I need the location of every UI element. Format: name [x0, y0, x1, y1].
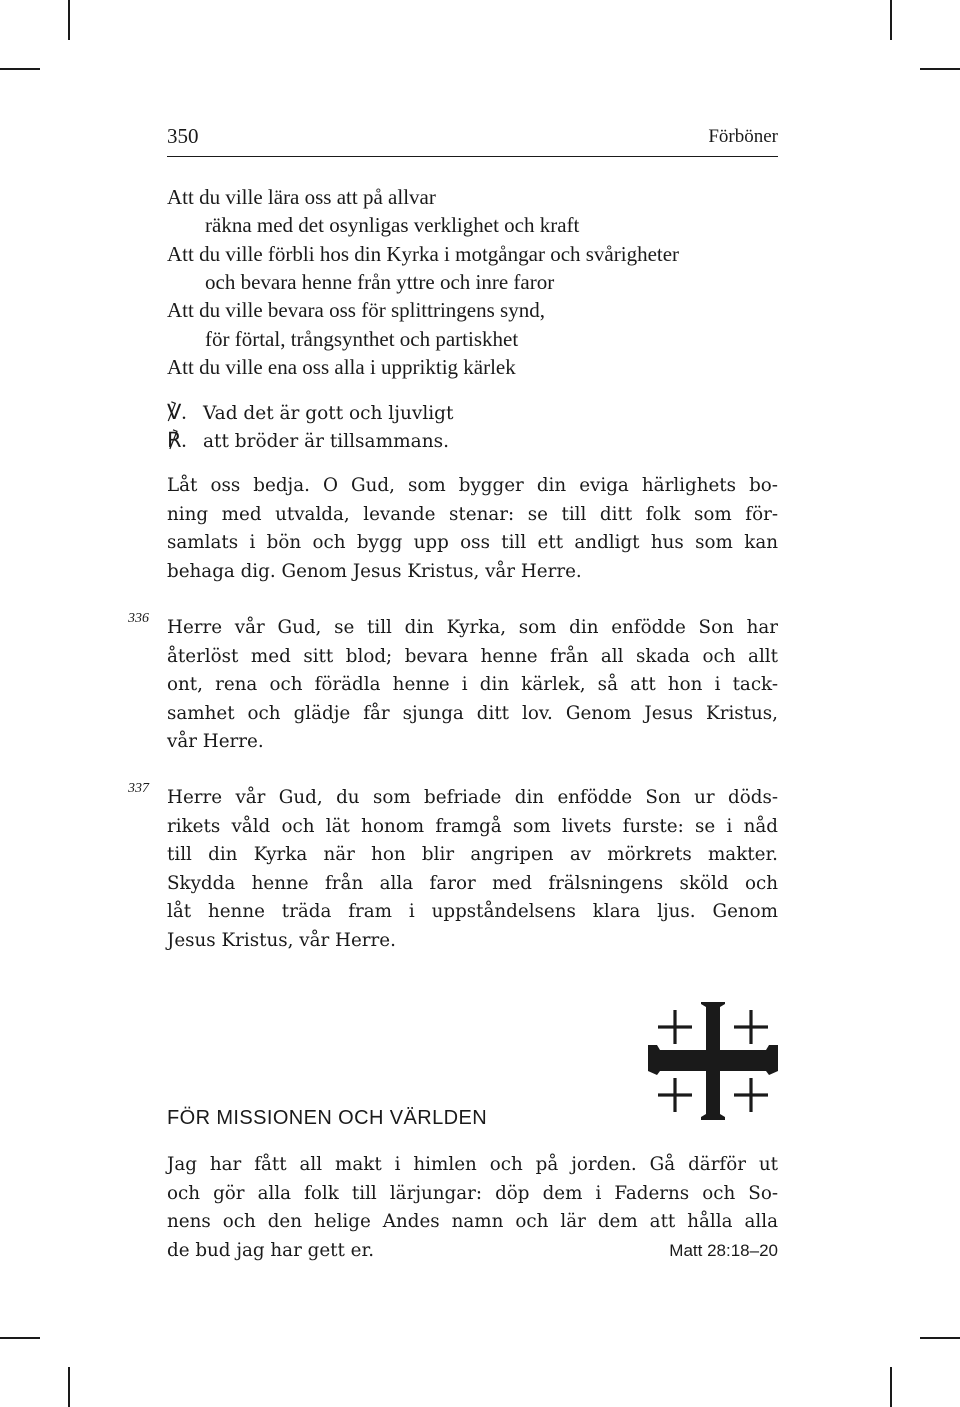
prayer-line: ont, rena och förädla henne i din kärlek, så att hon i tack-	[167, 674, 778, 696]
crop-mark	[0, 1337, 40, 1339]
prayer-line: Jesus Kristus, vår Herre.	[167, 929, 396, 951]
litany-line: och bevara henne från yttre och inre faror	[205, 270, 555, 294]
litany-line: Att du ville lära oss att på allvar	[167, 185, 436, 209]
prayer-line: återlöst med sitt blod; bevara henne från all skada och allt	[167, 645, 778, 667]
prayer-line: behaga dig. Genom Jesus Kristus, vår Herre.	[167, 560, 582, 582]
prayer-line: till din Kyrka när hon blir angripen av mörkrets makter.	[167, 844, 778, 866]
prayer-line: vår Herre.	[167, 731, 264, 753]
crop-mark	[0, 68, 40, 70]
versicle	[167, 398, 453, 428]
litany-line: Att du ville förbli hos din Kyrka i motgångar och svårigheter	[167, 242, 680, 266]
prayer-line: samhet och glädje får sjunga ditt lov. Genom Jesus Kristus,	[167, 702, 778, 724]
prayer-line: samlats i bön och bygg upp oss till ett andligt hus som kan	[167, 532, 778, 554]
response	[167, 426, 449, 456]
prayer-336	[167, 614, 778, 757]
crop-mark	[890, 1367, 892, 1407]
page-number: 350	[167, 124, 199, 148]
prayer-337	[167, 784, 778, 956]
litany-line: räkna med det osynligas verklighet och kraft	[205, 213, 580, 237]
versicle-symbol: ℣.	[167, 400, 187, 424]
section-heading: FÖR MISSIONEN OCH VÄRLDEN	[167, 1107, 488, 1129]
running-header	[167, 122, 778, 157]
prayer-number: 336	[128, 611, 149, 626]
crop-mark	[890, 0, 892, 40]
jerusalem-cross-icon	[648, 1000, 778, 1120]
scripture-line: de bud jag har gett er.	[167, 1239, 375, 1261]
scripture-reference: Matt 28:18–20	[669, 1240, 778, 1260]
prayer-line: rikets våld och lät honom framgå som livets furste: se i nåd	[167, 815, 778, 837]
prayer-intro	[167, 472, 778, 586]
prayer-line: Herre vår Gud, du som befriade din enfödde Son ur döds-	[167, 787, 778, 808]
crop-mark	[68, 0, 70, 40]
litany-line: för förtal, trångsynthet och partiskhet	[205, 327, 519, 351]
crop-mark	[68, 1367, 70, 1407]
scripture-line: Jag har fått all makt i himlen och på jorden. Gå därför ut	[167, 1154, 778, 1175]
prayer-line: låt henne träda fram i uppståndelsens klara ljus. Genom	[167, 901, 778, 923]
running-title: Förböner	[708, 126, 778, 147]
response-symbol: ℟.	[167, 428, 187, 452]
scripture-line: och gör alla folk till lärjungar: döp dem i Faderns och So-	[167, 1182, 778, 1204]
prayer-number: 337	[128, 781, 149, 796]
crop-mark	[920, 68, 960, 70]
prayer-line: Herre vår Gud, se till din Kyrka, som din enfödde Son har	[167, 617, 778, 638]
litany-line: Att du ville ena oss alla i uppriktig kärlek	[167, 355, 516, 379]
scripture-passage	[167, 1151, 778, 1265]
versicle-text: Vad det är gott och ljuvligt	[203, 403, 454, 424]
crop-mark	[920, 1337, 960, 1339]
prayer-line: Skydda henne från alla faror med frälsningens sköld och	[167, 872, 778, 894]
litany-line: Att du ville bevara oss för splittringens synd,	[167, 298, 545, 322]
prayer-line: ning med utvalda, levande stenar: se till ditt folk som för-	[167, 503, 778, 525]
scripture-line: nens och den helige Andes namn och lär dem att hålla alla	[167, 1211, 778, 1233]
scripture-line-last	[167, 1237, 778, 1266]
response-text: att bröder är tillsammans.	[203, 431, 449, 452]
prayer-line: Låt oss bedja. O Gud, som bygger din eviga härlighets bo-	[167, 475, 778, 496]
